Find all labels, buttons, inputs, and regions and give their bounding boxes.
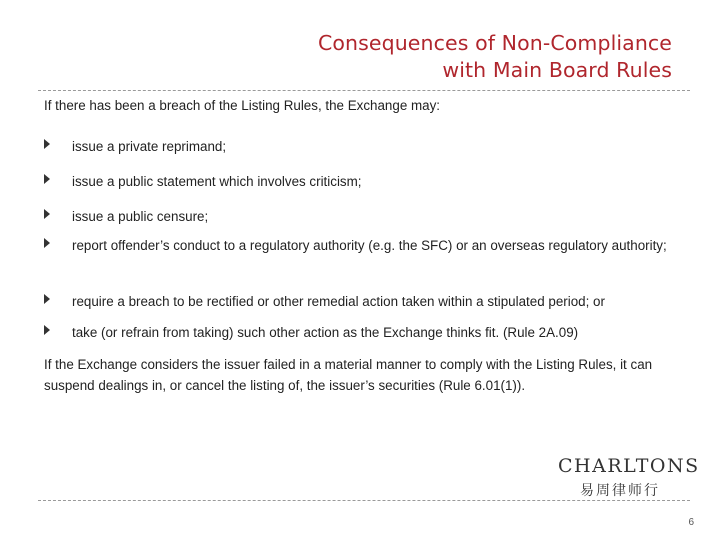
arrow-bullet-icon: [44, 174, 50, 184]
arrow-bullet-icon: [44, 238, 50, 248]
closing-paragraph: If the Exchange considers the issuer failed in a material manner to comply with the Listing Rules, it can suspend dealings in, or cancel the listing of, the issuer’s securities (Rule 6.01(1)).: [44, 357, 653, 393]
bullet-text: issue a public censure;: [72, 209, 209, 224]
bullet-text: report offender’s conduct to a regulatory authority (e.g. the SFC) or an overseas regulatory authority;: [72, 238, 667, 253]
logo-text-en: CHARLTONS: [558, 455, 700, 477]
top-divider: [38, 90, 690, 91]
intro-text: If there has been a breach of the Listing Rules, the Exchange may:: [44, 98, 441, 113]
title-line-2: with Main Board Rules: [442, 58, 672, 82]
page-number: 6: [688, 517, 694, 528]
bullet-text: issue a private reprimand;: [72, 139, 227, 154]
bottom-divider: [38, 500, 690, 501]
bullet-text: require a breach to be rectified or other remedial action taken within a stipulated period; or: [72, 294, 605, 309]
arrow-bullet-icon: [44, 325, 50, 335]
charltons-logo: [558, 455, 700, 500]
slide-title: [318, 30, 672, 84]
bullet-text: take (or refrain from taking) such other action as the Exchange thinks fit. (Rule 2A.09): [72, 325, 579, 340]
bullet-text: issue a public statement which involves criticism;: [72, 174, 362, 189]
arrow-bullet-icon: [44, 209, 50, 219]
title-line-1: Consequences of Non-Compliance: [317, 31, 672, 55]
arrow-bullet-icon: [44, 139, 50, 149]
arrow-bullet-icon: [44, 294, 50, 304]
logo-text-cn: 易周律师行: [580, 483, 660, 499]
